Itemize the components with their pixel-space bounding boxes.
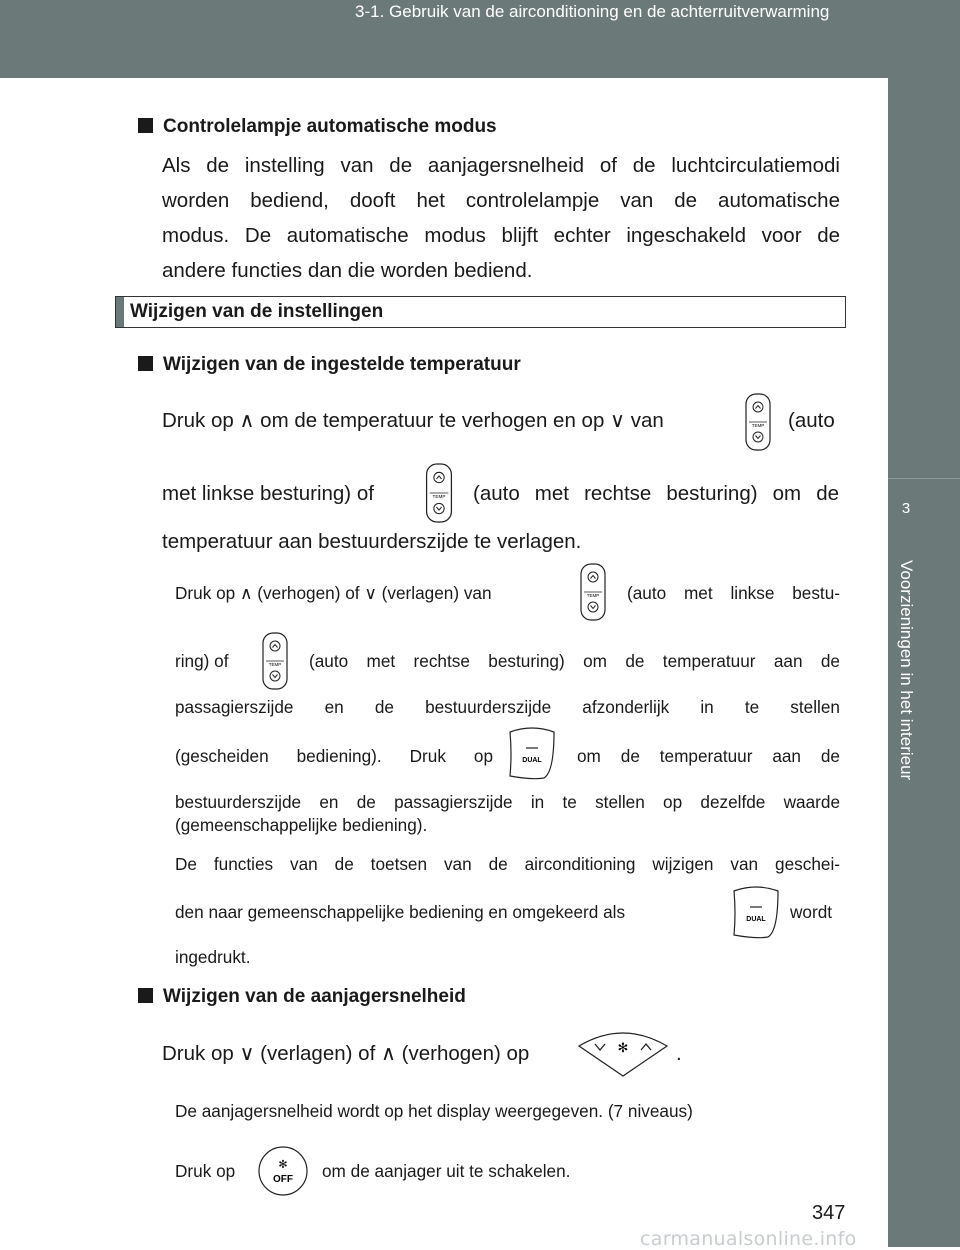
paragraph-line: andere functies dan die worden bediend. <box>162 259 533 282</box>
fan-speed-button-icon <box>575 1026 671 1078</box>
paragraph-line: worden bediend, dooft het controlelampje van de automatische <box>162 189 840 212</box>
note-line: wordt <box>790 902 833 922</box>
section-accent <box>116 297 124 327</box>
note-line: ring) of <box>175 651 229 671</box>
temp-button-left-icon <box>580 563 606 621</box>
off-label: OFF <box>273 1174 293 1185</box>
note-line: De aanjagersnelheid wordt op het display weergegeven. (7 niveaus) <box>175 1101 693 1121</box>
temp-button-left-icon <box>745 393 771 451</box>
chapter-label: Voorzieningen in het interieur <box>897 560 916 781</box>
fan-off-button-icon <box>257 1145 309 1197</box>
square-bullet-icon <box>138 988 153 1003</box>
paragraph-line: modus. De automatische modus blijft echter ingeschakeld voor de <box>162 224 840 247</box>
fan-icon: ✻ <box>617 1041 629 1056</box>
heading-change-temperature <box>138 354 521 376</box>
note-line: (gemeenschappelijke bediening). <box>175 815 428 835</box>
watermark: carmanualsonline.info <box>640 1228 857 1250</box>
note-line: Druk op ∧ (verhogen) of ∨ (verlagen) van <box>175 583 492 603</box>
temp-label: TEMP <box>268 662 282 667</box>
heading-text: Controlelampje automatische modus <box>163 116 497 137</box>
heading-text: Wijzigen van de aanjagersnelheid <box>163 986 466 1007</box>
side-tab-divider <box>888 478 960 479</box>
temp-button-right-icon <box>262 632 288 690</box>
paragraph-line: (auto <box>788 409 835 432</box>
chapter-number: 3 <box>901 500 911 517</box>
fan-icon: ✻ <box>278 1158 288 1171</box>
square-bullet-icon <box>138 118 153 133</box>
note-line: (gescheiden bediening). Druk op <box>175 746 493 766</box>
heading-auto-mode-indicator <box>138 116 497 138</box>
temp-label: TEMP <box>751 423 765 428</box>
paragraph-line: Druk op ∨ (verlagen) of ∧ (verhogen) op <box>162 1042 530 1065</box>
paragraph-line: Als de instelling van de aanjagersnelheid of de luchtcirculatiemodi <box>162 154 840 177</box>
paragraph-line: . <box>676 1042 682 1065</box>
paragraph-line: (auto met rechtse besturing) om de <box>473 482 839 505</box>
dual-label: DUAL <box>522 757 542 764</box>
note-line: passagierszijde en de bestuurderszijde afzonderlijk in te stellen <box>175 697 840 717</box>
page-number: 347 <box>812 1202 846 1224</box>
square-bullet-icon <box>138 356 153 371</box>
header-title: 3-1. Gebruik van de airconditioning en de achterruitverwarming <box>355 2 830 21</box>
section-title: Wijzigen van de instellingen <box>130 301 384 322</box>
note-line: Druk op <box>175 1161 236 1181</box>
note-line: om de aanjager uit te schakelen. <box>322 1161 571 1181</box>
dual-label: DUAL <box>746 916 766 923</box>
note-line: (auto met linkse bestu- <box>627 583 840 603</box>
note-line: ingedrukt. <box>175 947 251 967</box>
note-line: bestuurderszijde en de passagierszijde in te stellen op dezelfde waarde <box>175 792 840 812</box>
note-line: om de temperatuur aan de <box>577 746 840 766</box>
note-line: (auto met rechtse besturing) om de temperatuur aan de <box>309 651 840 671</box>
section-title-bar <box>115 296 846 328</box>
heading-change-fan-speed <box>138 986 466 1008</box>
temp-button-right-icon <box>424 463 454 523</box>
note-line: De functies van de toetsen van de airconditioning wijzigen van geschei- <box>175 854 840 874</box>
temp-label: TEMP <box>432 494 446 500</box>
paragraph-line: temperatuur aan bestuurderszijde te verlagen. <box>162 530 582 553</box>
temp-label: TEMP <box>586 593 600 598</box>
dual-button-icon <box>730 883 782 941</box>
heading-text: Wijzigen van de ingestelde temperatuur <box>163 354 521 375</box>
dual-button-icon <box>506 724 558 782</box>
note-line: den naar gemeenschappelijke bediening en omgekeerd als <box>175 902 626 922</box>
paragraph-line: Druk op ∧ om de temperatuur te verhogen en op ∨ van <box>162 409 664 432</box>
paragraph-line: met linkse besturing) of <box>162 482 374 505</box>
